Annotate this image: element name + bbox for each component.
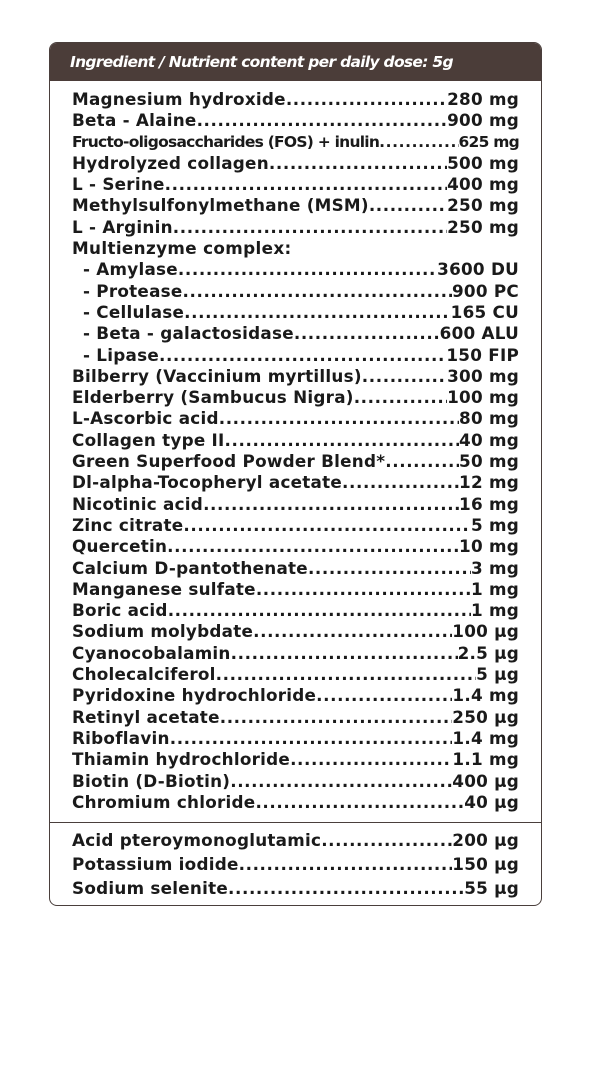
ingredient-amount: 1.4 mg bbox=[452, 685, 519, 706]
ingredient-row bbox=[72, 579, 519, 600]
ingredient-row bbox=[72, 387, 519, 408]
ingredient-name: Retinyl acetate bbox=[72, 706, 220, 727]
section-heading: Multienzyme complex: bbox=[72, 238, 292, 259]
ingredient-amount: 900 mg bbox=[447, 110, 519, 131]
ingredient-name: Potassium iodide bbox=[72, 854, 239, 875]
ingredient-amount: 16 mg bbox=[459, 493, 519, 514]
ingredient-amount: 3600 DU bbox=[437, 259, 519, 280]
ingredient-row bbox=[72, 771, 519, 792]
ingredient-name: Beta - Alaine bbox=[72, 110, 197, 131]
ingredient-row bbox=[72, 110, 519, 131]
ingredient-amount: 1.4 mg bbox=[452, 727, 519, 748]
ingredient-amount: 280 mg bbox=[447, 89, 519, 109]
ingredient-amount: 1.1 mg bbox=[452, 749, 519, 770]
ingredient-row bbox=[72, 828, 519, 852]
ingredient-row bbox=[72, 302, 519, 323]
ingredient-row bbox=[72, 259, 519, 280]
main-ingredient-list bbox=[50, 81, 541, 813]
ingredient-row bbox=[72, 600, 519, 621]
ingredient-amount: 10 mg bbox=[459, 536, 519, 557]
ingredient-amount: 1 mg bbox=[470, 600, 519, 621]
ingredient-name: Green Superfood Powder Blend* bbox=[72, 451, 386, 472]
ingredient-amount: 3 mg bbox=[470, 557, 519, 578]
ingredient-name: Biotin (D-Biotin) bbox=[72, 770, 231, 791]
ingredient-name: - Protease bbox=[83, 280, 183, 301]
ingredient-row bbox=[72, 89, 519, 110]
ingredient-name: - Beta - galactosidase bbox=[83, 323, 294, 344]
ingredient-row bbox=[72, 876, 519, 900]
ingredient-amount: 5 mg bbox=[470, 514, 519, 535]
ingredient-row bbox=[72, 408, 519, 429]
header-title: Ingredient / Nutrient content per daily dose: 5g bbox=[70, 53, 453, 71]
enzyme-section-title bbox=[72, 238, 519, 259]
ingredient-row bbox=[72, 153, 519, 174]
ingredient-amount: 400 µg bbox=[452, 770, 519, 791]
ingredient-name: Hydrolyzed collagen bbox=[72, 152, 269, 173]
ingredient-name: - Cellulase bbox=[83, 301, 185, 322]
ingredient-name: Sodium molybdate bbox=[72, 621, 254, 642]
ingredient-name: Thiamin hydrochloride bbox=[72, 749, 291, 770]
ingredient-amount: 300 mg bbox=[447, 365, 519, 386]
ingredient-name: Dl-alpha-Tocopheryl acetate bbox=[72, 472, 343, 493]
ingredient-name: - Amylase bbox=[83, 259, 178, 280]
ingredient-amount: 1 mg bbox=[470, 578, 519, 599]
ingredient-name: Boric acid bbox=[72, 600, 168, 621]
ingredient-name: - Lipase bbox=[83, 344, 159, 365]
ingredient-row bbox=[72, 472, 519, 493]
ingredient-row bbox=[72, 345, 519, 366]
ingredient-name: Collagen type II bbox=[72, 429, 225, 450]
ingredient-name: Acid pteroymonoglutamic bbox=[72, 830, 322, 851]
ingredient-row bbox=[72, 132, 519, 153]
ingredient-name: Pyridoxine hydrochloride bbox=[72, 685, 317, 706]
ingredient-amount: 2.5 µg bbox=[457, 642, 519, 663]
nutrition-panel bbox=[49, 42, 542, 906]
ingredient-row bbox=[72, 323, 519, 344]
ingredient-amount: 250 µg bbox=[452, 706, 519, 727]
ingredient-row bbox=[72, 174, 519, 195]
ingredient-amount: 55 µg bbox=[464, 878, 519, 899]
ingredient-row bbox=[72, 195, 519, 216]
ingredient-amount: 100 mg bbox=[447, 387, 519, 408]
ingredient-name: Cholecalciferol bbox=[72, 664, 216, 685]
ingredient-amount: 150 µg bbox=[452, 854, 519, 875]
ingredient-amount: 12 mg bbox=[459, 472, 519, 493]
panel-header bbox=[50, 43, 541, 81]
ingredient-name: Sodium selenite bbox=[72, 878, 229, 899]
ingredient-row bbox=[72, 515, 519, 536]
ingredient-amount: 5 µg bbox=[476, 664, 519, 685]
ingredient-row bbox=[72, 217, 519, 238]
ingredient-row bbox=[72, 281, 519, 302]
ingredient-amount: 80 mg bbox=[459, 408, 519, 429]
ingredient-amount: 50 mg bbox=[459, 451, 519, 472]
ingredient-row bbox=[72, 536, 519, 557]
ingredient-row bbox=[72, 621, 519, 642]
ingredient-amount: 40 µg bbox=[464, 791, 519, 812]
ingredient-row bbox=[72, 792, 519, 813]
ingredient-row bbox=[72, 366, 519, 387]
ingredient-row bbox=[72, 558, 519, 579]
ingredient-name: Calcium D-pantothenate bbox=[72, 557, 308, 578]
ingredient-row bbox=[72, 430, 519, 451]
ingredient-amount: 165 CU bbox=[450, 301, 519, 322]
ingredient-name: Elderberry (Sambucus Nigra) bbox=[72, 387, 354, 408]
ingredient-row bbox=[72, 707, 519, 728]
ingredient-amount: 250 mg bbox=[447, 216, 519, 237]
ingredient-name: Cyanocobalamin bbox=[72, 642, 231, 663]
ingredient-amount: 400 mg bbox=[447, 174, 519, 195]
ingredient-row bbox=[72, 664, 519, 685]
ingredient-name: Riboflavin bbox=[72, 727, 170, 748]
ingredient-name: Zinc citrate bbox=[72, 514, 184, 535]
ingredient-amount: 200 µg bbox=[452, 830, 519, 851]
ingredient-name: Manganese sulfate bbox=[72, 578, 256, 599]
ingredient-name: Chromium chloride bbox=[72, 791, 256, 812]
ingredient-row bbox=[72, 728, 519, 749]
ingredient-name: L-Ascorbic acid bbox=[72, 408, 219, 429]
ingredient-row bbox=[72, 643, 519, 664]
ingredient-amount: 40 mg bbox=[459, 429, 519, 450]
ingredient-amount: 100 µg bbox=[452, 621, 519, 642]
ingredient-row bbox=[72, 494, 519, 515]
ingredient-name: L - Serine bbox=[72, 174, 165, 195]
ingredient-amount: 150 FIP bbox=[446, 344, 519, 365]
ingredient-amount: 625 mg bbox=[458, 132, 519, 151]
ingredient-row bbox=[72, 749, 519, 770]
secondary-ingredient-list bbox=[50, 823, 541, 900]
ingredient-row bbox=[72, 852, 519, 876]
ingredient-row bbox=[72, 685, 519, 706]
ingredient-name: Methylsulfonylmethane (MSM) bbox=[72, 195, 369, 216]
ingredient-amount: 900 PC bbox=[452, 280, 519, 301]
ingredient-name: Magnesium hydroxide bbox=[72, 89, 286, 109]
ingredient-name: Fructo-oligosaccharides (FOS) + inulin bbox=[72, 132, 380, 151]
ingredient-name: Nicotinic acid bbox=[72, 493, 204, 514]
ingredient-name: Bilberry (Vaccinium myrtillus) bbox=[72, 365, 362, 386]
ingredient-amount: 600 ALU bbox=[439, 323, 519, 344]
ingredient-amount: 250 mg bbox=[447, 195, 519, 216]
ingredient-name: Quercetin bbox=[72, 536, 168, 557]
ingredient-name: L - Arginin bbox=[72, 216, 173, 237]
ingredient-amount: 500 mg bbox=[447, 152, 519, 173]
ingredient-row bbox=[72, 451, 519, 472]
